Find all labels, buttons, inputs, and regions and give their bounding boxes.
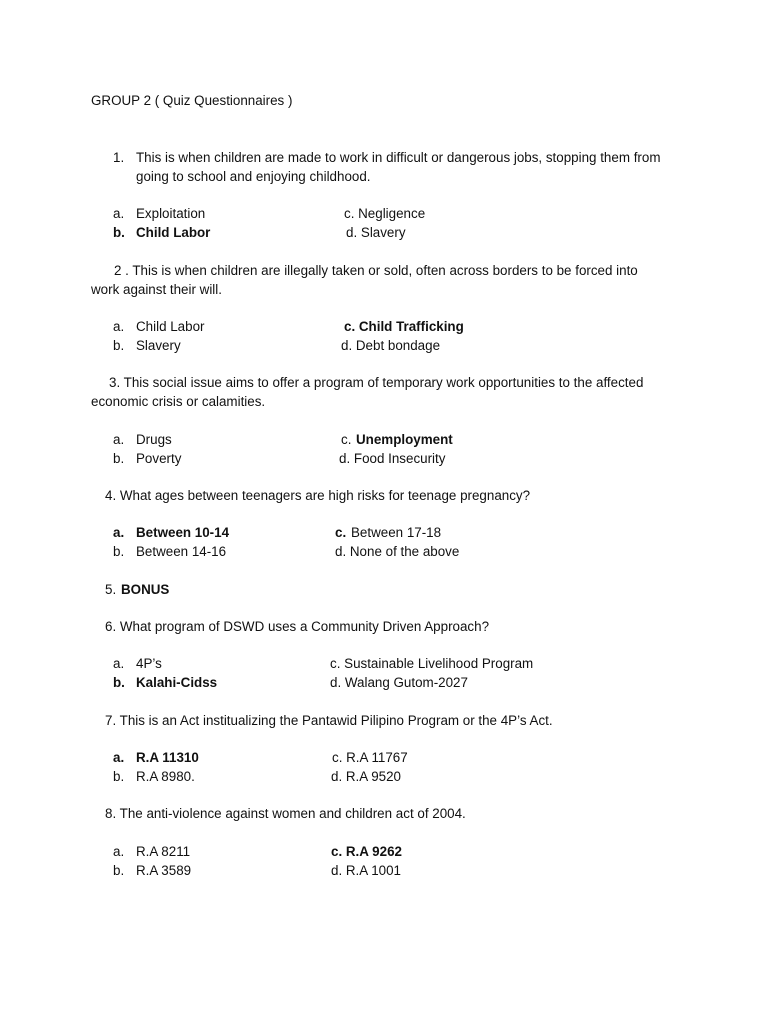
question-1-option-a-marker: a. — [113, 206, 125, 221]
question-6-option-a-marker: a. — [113, 656, 125, 671]
question-1-option-b-answer: Child Labor — [136, 225, 211, 240]
question-6-option-b-answer: Kalahi-Cidss — [136, 675, 218, 690]
question-2-option-a-marker: a. — [113, 319, 125, 334]
question-6-text: 6. What program of DSWD uses a Community Driven Approach? — [105, 619, 490, 634]
question-6-option-a: 4P’s — [136, 656, 162, 671]
question-7-text: 7. This is an Act institualizing the Pantawid Pilipino Program or the 4P’s Act. — [105, 713, 553, 728]
question-3-option-a-marker: a. — [113, 432, 125, 447]
question-8-option-b: R.A 3589 — [136, 863, 192, 878]
question-1-number: 1. — [113, 150, 125, 165]
question-8-text: 8. The anti-violence against women and children act of 2004. — [105, 806, 466, 821]
question-3-option-c-answer: Unemployment — [356, 432, 453, 447]
question-6-option-c: c. Sustainable Livelihood Program — [330, 656, 534, 671]
question-2-option-d: d. Debt bondage — [341, 338, 441, 353]
question-2-option-b: Slavery — [136, 338, 181, 353]
question-7-option-d: d. R.A 9520 — [331, 769, 401, 784]
question-3-option-c-marker: c. — [341, 432, 352, 447]
question-3-option-d: d. Food Insecurity — [339, 451, 446, 466]
question-7-option-b-marker: b. — [113, 769, 125, 784]
question-2-text-line-1: 2 . This is when children are illegally taken or sold, often across borders to be forced into — [114, 263, 638, 278]
question-8-option-a-marker: a. — [113, 844, 125, 859]
question-5-bonus: BONUS — [121, 582, 170, 597]
question-4-option-c-marker: c. — [335, 525, 347, 540]
question-1-option-a: Exploitation — [136, 206, 206, 221]
question-1-option-b-marker: b. — [113, 225, 125, 240]
question-1-text-line-1: This is when children are made to work in difficult or dangerous jobs, stopping them from — [136, 150, 661, 165]
question-8-option-d: d. R.A 1001 — [331, 863, 401, 878]
question-7-option-a-marker: a. — [113, 750, 125, 765]
question-6-option-d: d. Walang Gutom-2027 — [330, 675, 468, 690]
question-3-option-b: Poverty — [136, 451, 182, 466]
question-4-option-d: d. None of the above — [335, 544, 460, 559]
question-8-option-c-answer: c. R.A 9262 — [331, 844, 402, 859]
question-1-text-line-2: going to school and enjoying childhood. — [136, 169, 371, 184]
question-7-option-a-answer: R.A 11310 — [136, 750, 199, 765]
question-8-option-a: R.A 8211 — [136, 844, 191, 859]
question-2-option-b-marker: b. — [113, 338, 125, 353]
question-3-text-line-1: 3. This social issue aims to offer a program of temporary work opportunities to the affected — [109, 375, 644, 390]
question-5-number: 5. — [105, 582, 117, 597]
question-8-option-b-marker: b. — [113, 863, 125, 878]
question-4-option-b: Between 14-16 — [136, 544, 227, 559]
question-7-option-c: c. R.A 11767 — [332, 750, 408, 765]
question-4-option-b-marker: b. — [113, 544, 125, 559]
question-4-text: 4. What ages between teenagers are high risks for teenage pregnancy? — [105, 488, 531, 503]
question-3-option-b-marker: b. — [113, 451, 125, 466]
question-4-option-a-marker: a. — [113, 525, 125, 540]
question-2-option-a: Child Labor — [136, 319, 205, 334]
document-title: GROUP 2 ( Quiz Questionnaires ) — [91, 93, 293, 108]
question-3-option-a: Drugs — [136, 432, 172, 447]
question-1-option-d: d. Slavery — [346, 225, 406, 240]
question-6-option-b-marker: b. — [113, 675, 125, 690]
question-1-option-c: c. Negligence — [344, 206, 426, 221]
question-4-option-a-answer: Between 10-14 — [136, 525, 230, 540]
question-7-option-b: R.A 8980. — [136, 769, 195, 784]
question-3-text-line-2: economic crisis or calamities. — [91, 394, 266, 409]
question-4-option-c: Between 17-18 — [351, 525, 442, 540]
question-2-text-line-2: work against their will. — [91, 282, 222, 297]
question-2-option-c-answer: c. Child Trafficking — [344, 319, 464, 334]
